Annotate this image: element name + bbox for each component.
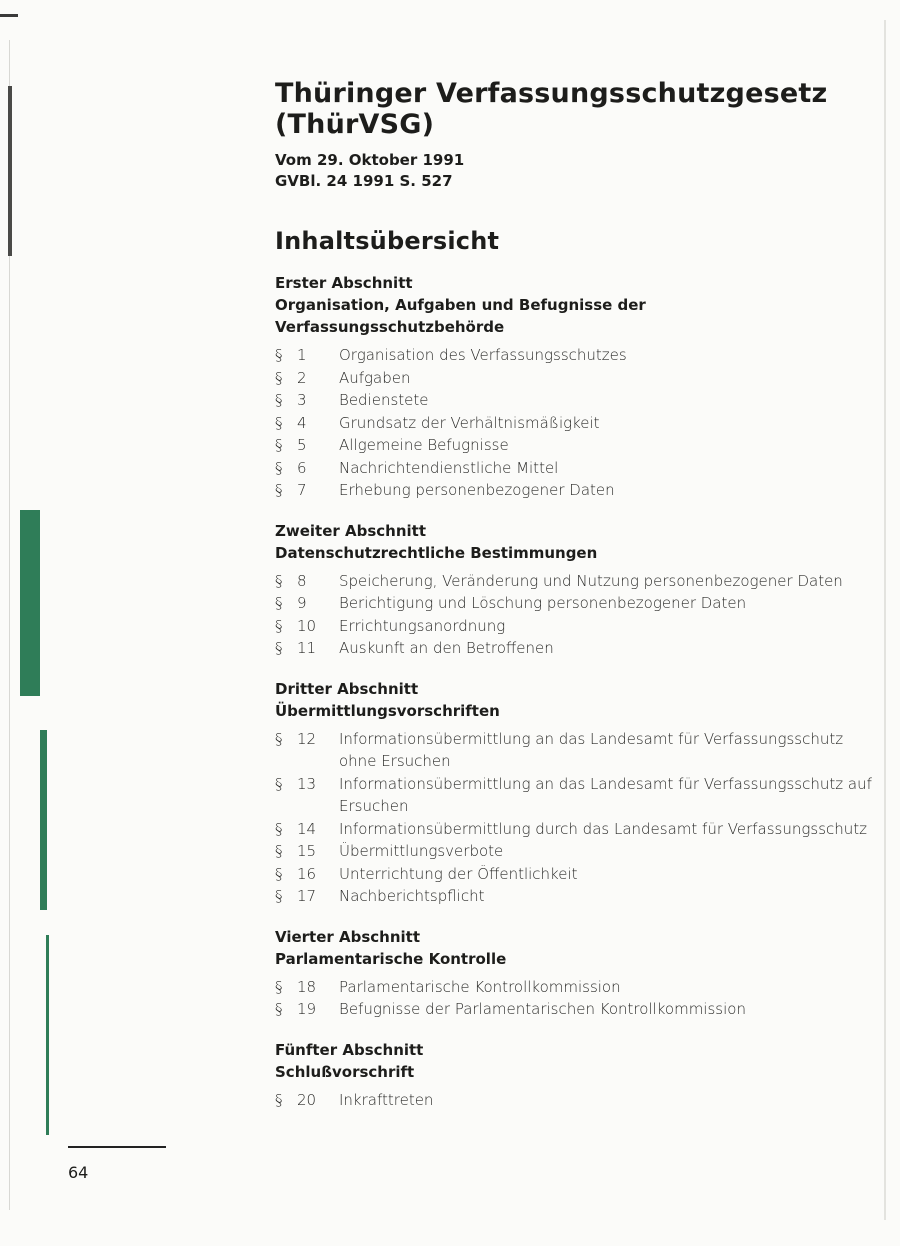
toc-section — [275, 520, 875, 660]
paragraph-title: Informationsübermittlung an das Landesamt für Verfassungsschutz ohne Ersuchen — [339, 729, 844, 770]
toc-entry — [275, 998, 875, 1021]
paragraph-ref — [275, 637, 339, 660]
paragraph-title: Informationsübermittlung durch das Landesamt für Verfassungsschutz — [339, 819, 868, 838]
paragraph-symbol: § — [275, 368, 283, 387]
paragraph-symbol: § — [275, 346, 283, 364]
paragraph-symbol: § — [275, 616, 283, 635]
toc-section — [275, 678, 875, 908]
paragraph-symbol: § — [275, 639, 283, 657]
toc-entry — [275, 457, 875, 480]
paragraph-title: Berichtigung und Löschung personenbezogener Daten — [339, 594, 747, 612]
paragraph-number: 12 — [297, 729, 317, 748]
section-label: Fünfter Abschnitt — [275, 1040, 424, 1059]
toc-heading: Inhaltsübersicht — [275, 227, 500, 255]
table-of-contents — [275, 272, 875, 1111]
paragraph-ref — [275, 389, 339, 412]
paragraph-number: 14 — [297, 819, 317, 838]
toc-section — [275, 926, 875, 1021]
toc-entry — [275, 1089, 875, 1112]
edge-marker-2 — [40, 730, 47, 910]
paragraph-symbol: § — [275, 774, 283, 793]
document-content — [275, 78, 875, 1129]
paragraph-ref — [275, 615, 339, 638]
paragraph-ref — [275, 367, 339, 390]
paragraph-number: 15 — [297, 842, 317, 860]
paragraph-symbol: § — [275, 887, 283, 905]
law-title-line-2: (ThürVSG) — [275, 109, 435, 140]
paragraph-symbol: § — [275, 458, 283, 477]
paragraph-ref — [275, 863, 339, 886]
paragraph-number: 20 — [297, 1090, 317, 1109]
scan-mark-left — [8, 86, 12, 256]
paragraph-number: 7 — [297, 481, 307, 499]
paragraph-ref — [275, 570, 339, 593]
paragraph-number: 17 — [297, 887, 317, 905]
toc-entry — [275, 818, 875, 841]
toc-entry — [275, 570, 875, 593]
paragraph-title: Allgemeine Befugnisse — [339, 436, 509, 454]
page-number: 64 — [68, 1163, 89, 1182]
toc-entry — [275, 479, 875, 502]
section-label: Erster Abschnitt — [275, 274, 413, 292]
toc-entry — [275, 773, 875, 818]
law-title — [275, 78, 875, 140]
section-label: Dritter Abschnitt — [275, 679, 419, 698]
paragraph-number: 5 — [297, 436, 307, 454]
toc-entry — [275, 885, 875, 908]
toc-entry — [275, 344, 875, 367]
paragraph-number: 16 — [297, 864, 317, 883]
paragraph-symbol: § — [275, 729, 283, 748]
toc-entry — [275, 728, 875, 773]
edge-marker-3 — [46, 935, 49, 1135]
paragraph-title: Auskunft an den Betroffenen — [339, 639, 554, 657]
law-source: GVBl. 24 1991 S. 527 — [275, 172, 453, 190]
toc-entry — [275, 615, 875, 638]
toc-entry — [275, 389, 875, 412]
toc-entry — [275, 434, 875, 457]
paragraph-title: Erhebung personenbezogener Daten — [339, 481, 615, 499]
paragraph-number: 11 — [297, 639, 317, 657]
edge-marker-1 — [20, 510, 40, 696]
paragraph-symbol: § — [275, 391, 283, 409]
paragraph-title: Aufgaben — [339, 368, 411, 387]
section-label: Zweiter Abschnitt — [275, 521, 427, 540]
toc-entry — [275, 863, 875, 886]
paragraph-ref — [275, 818, 339, 841]
paragraph-symbol: § — [275, 1000, 283, 1018]
paragraph-title: Speicherung, Veränderung und Nutzung personenbezogener Daten — [339, 571, 843, 590]
paragraph-symbol: § — [275, 481, 283, 499]
scan-mark-top — [0, 14, 18, 17]
paragraph-ref — [275, 998, 339, 1021]
paragraph-title: Übermittlungsverbote — [339, 842, 504, 860]
paragraph-title: Inkrafttreten — [339, 1090, 434, 1109]
toc-entry — [275, 592, 875, 615]
section-title: Organisation, Aufgaben und Befugnisse der Verfassungsschutzbehörde — [275, 296, 646, 336]
paragraph-ref — [275, 728, 339, 773]
paragraph-ref — [275, 344, 339, 367]
paragraph-ref — [275, 479, 339, 502]
paragraph-symbol: § — [275, 436, 283, 454]
law-date: Vom 29. Oktober 1991 — [275, 151, 465, 169]
paragraph-number: 10 — [297, 616, 317, 635]
section-title: Parlamentarische Kontrolle — [275, 949, 507, 968]
toc-section — [275, 272, 875, 502]
toc-entry — [275, 976, 875, 999]
paragraph-number: 4 — [297, 413, 307, 432]
paragraph-number: 2 — [297, 368, 307, 387]
paragraph-title: Befugnisse der Parlamentarischen Kontrollkommission — [339, 1000, 746, 1018]
paragraph-ref — [275, 1089, 339, 1112]
toc-entry — [275, 412, 875, 435]
law-title-line-1: Thüringer Verfassungsschutzgesetz — [275, 78, 828, 109]
paragraph-symbol: § — [275, 864, 283, 883]
paragraph-symbol: § — [275, 571, 283, 590]
section-label: Vierter Abschnitt — [275, 927, 421, 946]
paragraph-number: 8 — [297, 571, 307, 590]
paragraph-symbol: § — [275, 977, 283, 996]
paragraph-number: 6 — [297, 458, 307, 477]
paragraph-ref — [275, 773, 339, 818]
paragraph-title: Unterrichtung der Öffentlichkeit — [339, 864, 578, 883]
paragraph-number: 1 — [297, 346, 307, 364]
paragraph-number: 19 — [297, 1000, 317, 1018]
section-title: Datenschutzrechtliche Bestimmungen — [275, 543, 598, 562]
paragraph-title: Informationsübermittlung an das Landesamt für Verfassungsschutz auf Ersuchen — [339, 774, 872, 815]
toc-entry — [275, 840, 875, 863]
footer-rule — [68, 1146, 166, 1148]
section-title: Schlußvorschrift — [275, 1062, 415, 1081]
paragraph-ref — [275, 592, 339, 615]
paragraph-title: Bedienstete — [339, 391, 429, 409]
paragraph-number: 9 — [297, 594, 307, 612]
paragraph-symbol: § — [275, 819, 283, 838]
paragraph-ref — [275, 434, 339, 457]
paragraph-symbol: § — [275, 842, 283, 860]
paragraph-ref — [275, 840, 339, 863]
paragraph-ref — [275, 885, 339, 908]
section-title: Übermittlungsvorschriften — [275, 701, 500, 720]
paragraph-title: Parlamentarische Kontrollkommission — [339, 977, 621, 996]
paragraph-ref — [275, 457, 339, 480]
paragraph-ref — [275, 412, 339, 435]
toc-entry — [275, 637, 875, 660]
paragraph-symbol: § — [275, 413, 283, 432]
paragraph-symbol: § — [275, 594, 283, 612]
paragraph-symbol: § — [275, 1090, 283, 1109]
law-metadata — [275, 150, 875, 192]
page-edge-right — [884, 20, 886, 1220]
paragraph-number: 13 — [297, 774, 317, 793]
paragraph-number: 18 — [297, 977, 317, 996]
paragraph-title: Nachberichtspflicht — [339, 887, 485, 905]
toc-section — [275, 1039, 875, 1112]
paragraph-title: Nachrichtendienstliche Mittel — [339, 458, 559, 477]
paragraph-ref — [275, 976, 339, 999]
paragraph-title: Organisation des Verfassungsschutzes — [339, 346, 627, 364]
paragraph-title: Errichtungsanordnung — [339, 616, 506, 635]
paragraph-title: Grundsatz der Verhältnismäßigkeit — [339, 413, 600, 432]
toc-entry — [275, 367, 875, 390]
paragraph-number: 3 — [297, 391, 307, 409]
